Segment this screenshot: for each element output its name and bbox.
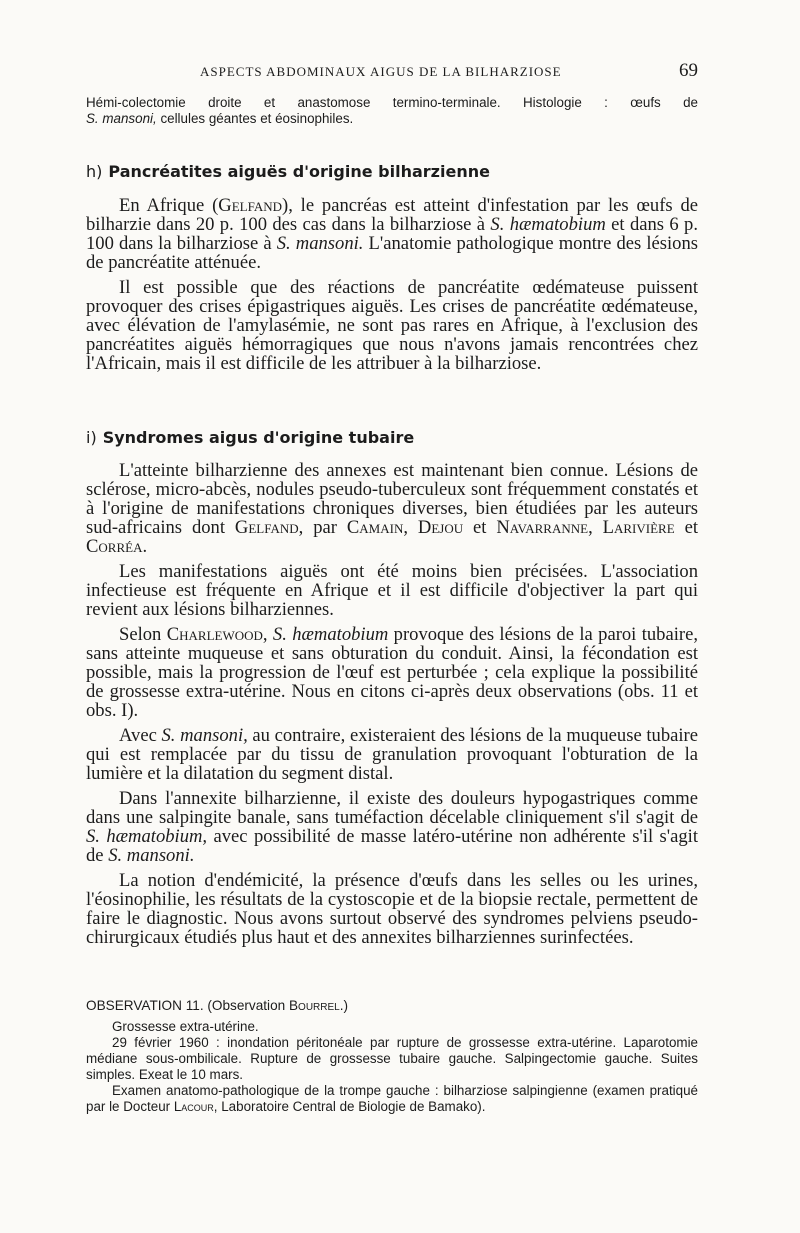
observation-line: 29 février 1960 : inondation péritonéale par rupture de grossesse extra-utérine. Laparotomie médiane sous-ombilicale. Rupture de grossesse tubaire gauche. Salpingectomie gauche. Suites simples. Exeat le 10 mars. xyxy=(86,1035,698,1082)
running-header xyxy=(86,60,698,82)
species-name: S. mansoni. xyxy=(276,233,364,254)
page-number: 69 xyxy=(679,60,698,81)
species-name: S. mansoni, xyxy=(161,725,248,746)
author-name: Gelfand xyxy=(218,195,283,216)
observation-11 xyxy=(86,998,698,1115)
species-name: S. hæmatobium xyxy=(490,214,606,235)
section-title: Pancréatites aiguës d'origine bilharzienne xyxy=(108,162,490,181)
species-name: S. hæmatobium, xyxy=(86,826,208,847)
author-name: Camain xyxy=(346,517,404,538)
observation-title: OBSERVATION 11. (Observation Bourrel.) xyxy=(86,998,349,1013)
paragraph: En Afrique (Gelfand), le pancréas est atteint d'infestation par les œufs de bilharzie dans 20 p. 100 des cas dans la bilharziose à S. hæmatobium et dans 6 p. 100 dans la bilharziose à S. mansoni. L'anatomie pathologique montre des lésions de pancréatite atténuée. xyxy=(86,195,698,273)
author-name: Dejou xyxy=(417,517,464,538)
paragraph: Les manifestations aiguës ont été moins bien précisées. L'association infectieuse est fréquente en Afrique et il est difficile d'objectiver la part qui revient aux lésions bilharziennes. xyxy=(86,561,698,620)
paragraph: Selon Charlewood, S. hæmatobium provoque des lésions de la paroi tubaire, sans atteinte muqueuse et sans obturation du conduit. Ainsi, la fécondation est possible, mais la progression de l'œuf est perturbée ; cela explique la possibilité de grossesse extra-utérine. Nous en citons ci-après deux observations (obs. 11 et obs. I). xyxy=(86,624,698,721)
section-letter: h) xyxy=(86,162,103,181)
observation-line: Grossesse extra-utérine. xyxy=(112,1019,259,1034)
species-name: S. hæmatobium xyxy=(272,624,389,645)
section-i-body xyxy=(86,461,698,953)
author-name: Larivière xyxy=(602,517,675,538)
author-name: Corréa xyxy=(86,536,143,557)
paragraph: La notion d'endémicité, la présence d'œufs dans les selles ou les urines, l'éosinophilie, les résultats de la cystoscopie et de la biopsie rectale, permettent de faire le diagnostic. Nous avons surtout observé des syndromes pelviens pseudo-chirurgicaux étudiés plus haut et des annexites bilharziennes surinfectées. xyxy=(86,870,698,948)
paragraph: Avec S. mansoni, au contraire, existeraient des lésions de la muqueuse tubaire qui est remplacée par du tissu de granulation provoquant l'obturation de la lumière et la dilatation du segment distal. xyxy=(86,725,698,784)
author-name: Lacour xyxy=(173,1099,214,1114)
author-name: Navarranne xyxy=(496,517,589,538)
section-title: Syndromes aigus d'origine tubaire xyxy=(102,428,415,447)
species-name: S. mansoni, xyxy=(86,111,157,126)
paragraph: Il est possible que des réactions de pancréatite œdémateuse puissent provoquer des crises épigastriques aiguës. Les crises de pancréatite œdémateuse, avec élévation de l'amylasémie, ne sont pas rares en Afrique, à l'exclusion des pancréatites aiguës hémorragiques que nous n'avons jamais rencontrées chez l'Africain, mais il est difficile de les attribuer à la bilharziose. xyxy=(86,277,698,374)
paragraph: L'atteinte bilharzienne des annexes est maintenant bien connue. Lésions de sclérose, micro-abcès, nodules pseudo-tuberculeux sont fréquemment constatés et à l'origine de manifestations chroniques diverses, bien étudiées par les auteurs sud-africains dont Gelfand, par Camain, Dejou et Navarranne, Larivière et Corréa. xyxy=(86,460,699,557)
author-name: Charlewood xyxy=(166,624,263,645)
author-name: Bourrel xyxy=(288,998,340,1013)
note-text: cellules géantes et éosinophiles. xyxy=(156,111,354,126)
section-i-heading xyxy=(86,428,414,447)
author-name: Gelfand xyxy=(234,517,299,538)
paragraph: Dans l'annexite bilharzienne, il existe des douleurs hypogastriques comme dans une salpingite banale, sans tuméfaction décelable cliniquement s'il s'agit de S. hæmatobium, avec possibilité de masse latéro-utérine non adhérente s'il s'agit de S. mansoni. xyxy=(86,788,698,866)
running-title: ASPECTS ABDOMINAUX AIGUS DE LA BILHARZIOSE xyxy=(200,64,562,79)
section-h-heading xyxy=(86,162,490,181)
section-letter: i) xyxy=(86,428,97,447)
species-name: S. mansoni. xyxy=(108,845,195,866)
note-line-2 xyxy=(86,111,698,127)
previous-observation-end xyxy=(86,95,698,127)
section-h-body xyxy=(86,196,698,379)
note-line-1: Hémi-colectomie droite et anastomose termino-terminale. Histologie : œufs de xyxy=(86,95,698,110)
observation-line: Examen anatomo-pathologique de la trompe gauche : bilharziose salpingienne (examen pratiqué par le Docteur Lacour, Laboratoire Central de Biologie de Bamako). xyxy=(86,1083,698,1114)
